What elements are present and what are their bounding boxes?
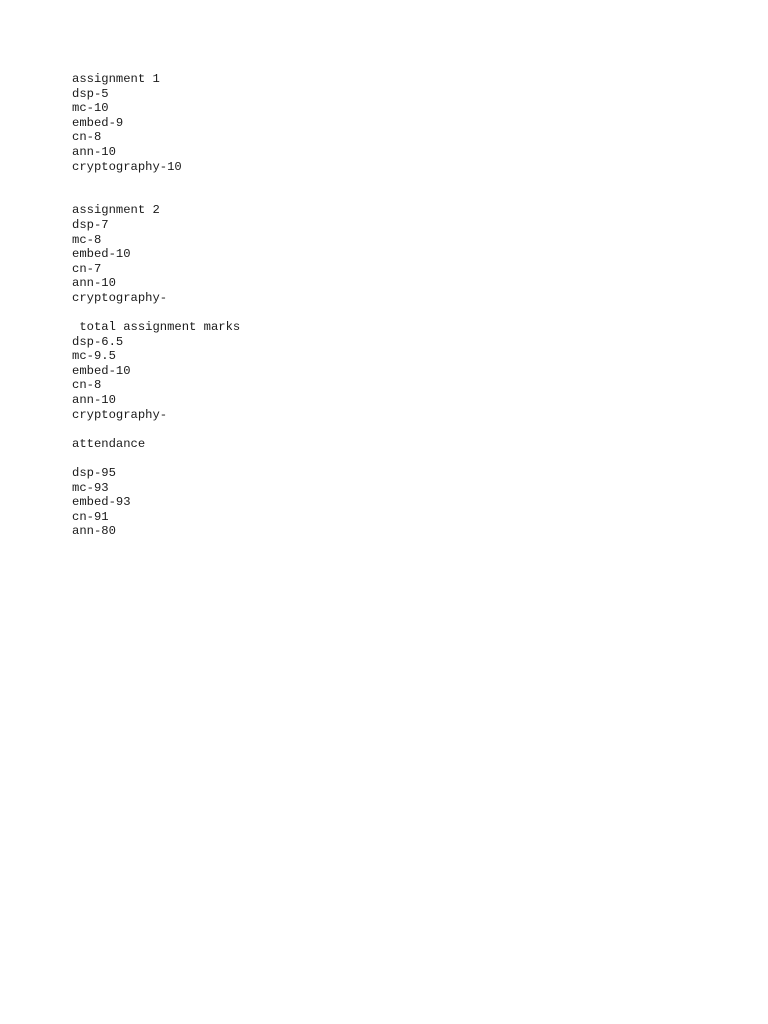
entry-line: embed-9 (72, 115, 124, 130)
section-heading: attendance (72, 436, 146, 451)
section-total-assignment-marks (72, 320, 692, 422)
entry-line: cryptography-10 (72, 159, 182, 174)
entry-line: embed-10 (72, 247, 131, 262)
entry-line: ann-10 (72, 144, 116, 159)
entry-line: dsp-6.5 (72, 334, 124, 349)
entry-line: cn-91 (72, 509, 109, 524)
entry-line: cn-8 (72, 130, 102, 145)
entry-line: embed-10 (72, 363, 131, 378)
entry-line: ann-80 (72, 524, 116, 539)
blank-space (72, 306, 692, 321)
entry-line: cn-7 (72, 261, 102, 276)
entry-line: mc-9.5 (72, 349, 116, 364)
entry-line: mc-10 (72, 101, 109, 116)
section-assignment-2 (72, 203, 692, 305)
entry-line: cn-8 (72, 378, 102, 393)
section-assignment-1 (72, 72, 692, 174)
entry-line: mc-93 (72, 480, 109, 495)
entry-line: embed-93 (72, 495, 131, 510)
entry-line: cryptography- (72, 290, 168, 305)
section-heading: total assignment marks (72, 320, 241, 335)
entry-line: dsp-95 (72, 466, 116, 481)
section-heading: assignment 2 (72, 203, 160, 218)
blank-space (72, 451, 692, 466)
document-page (72, 72, 692, 539)
entry-line: mc-8 (72, 232, 102, 247)
blank-space (72, 174, 692, 203)
entry-line: dsp-7 (72, 217, 109, 232)
entry-line: ann-10 (72, 276, 116, 291)
section-attendance (72, 437, 692, 539)
entry-line: cryptography- (72, 407, 168, 422)
section-heading: assignment 1 (72, 72, 160, 86)
blank-space (72, 422, 692, 437)
entry-line: dsp-5 (72, 86, 109, 101)
entry-line: ann-10 (72, 393, 116, 408)
